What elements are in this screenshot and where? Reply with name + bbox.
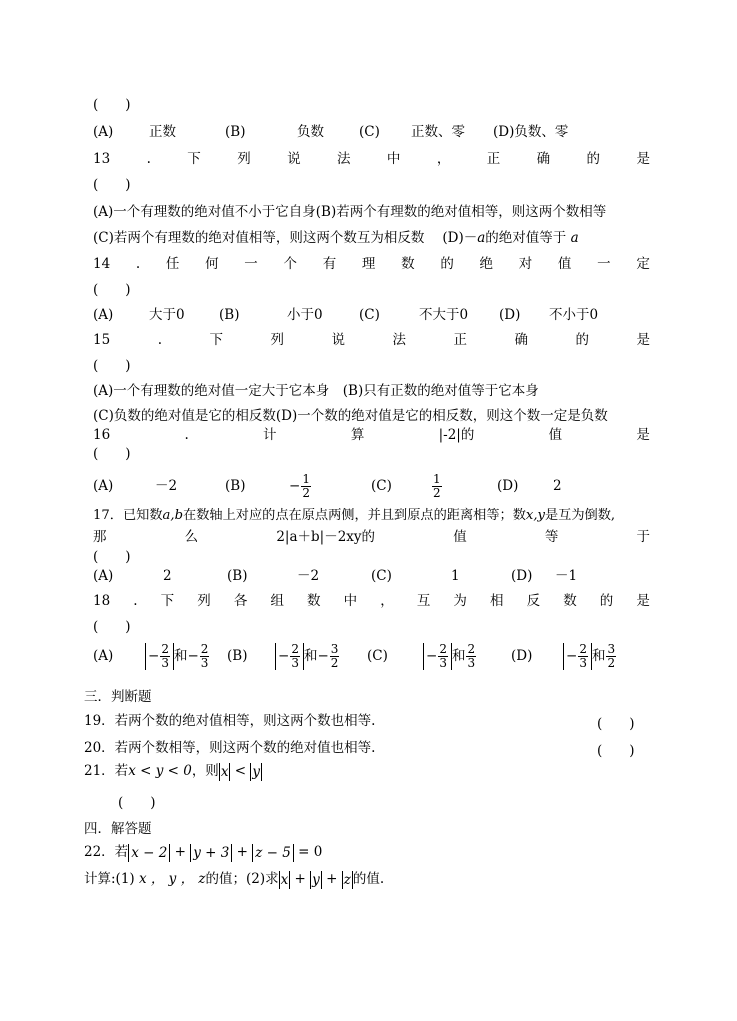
q18-word: 数 bbox=[307, 593, 321, 609]
q14-word: 对 bbox=[518, 256, 533, 272]
q14-word: 个 bbox=[283, 256, 297, 272]
q15-word: 15 bbox=[93, 332, 111, 348]
q15-word: 的 bbox=[575, 332, 589, 348]
fraction-denominator: 2 bbox=[433, 485, 441, 500]
fraction: $\frac{2}{3}$ bbox=[439, 641, 447, 670]
q12-label-c: (C) bbox=[359, 124, 380, 140]
q18-word: 组 bbox=[270, 593, 284, 609]
q13-word: 说 bbox=[287, 151, 301, 167]
q13-var-a2: a bbox=[570, 230, 579, 246]
q16-word: 是 bbox=[636, 427, 650, 443]
q12-paren: ( ) bbox=[93, 97, 131, 113]
q16-label-d: (D) bbox=[497, 478, 519, 494]
q13-word: 的 bbox=[586, 151, 601, 167]
q17-option-a: 2 bbox=[163, 568, 172, 584]
q15-word: 列 bbox=[270, 332, 284, 348]
q14-word: 理 bbox=[361, 256, 376, 272]
q16-word: . bbox=[184, 427, 189, 443]
absolute-value: − $\frac{2}{3}$ bbox=[145, 643, 174, 670]
q18-label-d: (D) bbox=[511, 648, 533, 664]
q13-word: 法 bbox=[337, 151, 351, 167]
q15-word: 说 bbox=[331, 332, 345, 348]
q17-text: 在数轴上对应的点在原点两侧，并且到原点的距离相等；数 bbox=[183, 508, 526, 523]
q18-word: 互 bbox=[416, 593, 431, 609]
q17-label-c: (C) bbox=[371, 568, 392, 584]
q13-option-d-prefix: (D)－ bbox=[442, 230, 478, 246]
fraction bbox=[432, 473, 442, 500]
fraction: $\frac{3}{2}$ bbox=[330, 641, 339, 670]
q18-word: 中 bbox=[343, 593, 358, 609]
q16-options bbox=[93, 466, 650, 506]
q17-text-end: 是互为倒数, bbox=[545, 508, 616, 523]
q14-word: 有 bbox=[322, 256, 337, 272]
q16-stem bbox=[93, 426, 650, 444]
q14-word: 何 bbox=[205, 256, 219, 272]
q13-word: 列 bbox=[237, 151, 251, 167]
absolute-value: z bbox=[343, 871, 351, 888]
q16-option-c bbox=[431, 473, 497, 500]
q18-word: 为 bbox=[453, 593, 467, 609]
q17-word: 么 bbox=[184, 529, 199, 545]
q16-word: 16 bbox=[93, 427, 111, 443]
q20-text: 20．若两个数相等，则这两个数的绝对值也相等. bbox=[84, 740, 376, 756]
fraction: $\frac{2}{3}$ bbox=[467, 641, 476, 670]
q13-var-a: a bbox=[477, 230, 486, 246]
q17-word: 值 bbox=[453, 529, 467, 545]
q18-option-d: − $\frac{2}{3}$ 和 $\frac{3}{2}$ bbox=[563, 643, 617, 670]
fraction: $\frac{2}{3}$ bbox=[291, 641, 299, 670]
q13-paren: ( ) bbox=[93, 177, 131, 193]
q13-option-c: (C)若两个有理数的绝对值相等，则这两个数互为相反数 bbox=[93, 230, 425, 246]
q17-prefix: 17．已知数 bbox=[93, 508, 163, 523]
q14-word: 任 bbox=[165, 256, 180, 272]
q14-options bbox=[93, 306, 650, 324]
absolute-value: y bbox=[252, 763, 260, 780]
q16-option-d: 2 bbox=[553, 478, 562, 494]
q17-label-d: (D) bbox=[511, 568, 533, 584]
q17-paren: ( ) bbox=[93, 549, 131, 565]
q17-option-b: －2 bbox=[297, 568, 320, 584]
q15-stem bbox=[93, 331, 650, 349]
q18-word: ， bbox=[380, 593, 394, 609]
q18-options bbox=[93, 638, 650, 674]
q15-word: 法 bbox=[392, 332, 406, 348]
absolute-value: x bbox=[280, 871, 289, 888]
q14-word: 的 bbox=[440, 256, 454, 272]
q13-option-cd bbox=[93, 229, 650, 247]
q14-word: 一 bbox=[244, 256, 258, 272]
q17-label-b: (B) bbox=[227, 568, 248, 584]
minus-sign: − bbox=[289, 477, 301, 494]
absolute-value: − $\frac{2}{3}$ bbox=[423, 643, 452, 670]
q14-option-a: 大于0 bbox=[149, 307, 185, 323]
q14-word: 绝 bbox=[479, 256, 494, 272]
q12-options bbox=[93, 123, 650, 141]
q14-word: . bbox=[135, 256, 141, 272]
q13-word: 中 bbox=[386, 151, 401, 167]
q20-answer-paren[interactable]: ( ) bbox=[597, 743, 635, 759]
q16-label-b: (B) bbox=[225, 478, 246, 494]
fraction: $\frac{2}{3}$ bbox=[161, 641, 169, 670]
q14-word: 值 bbox=[557, 256, 572, 272]
q17-word: 于 bbox=[636, 529, 650, 545]
q18-word: 是 bbox=[636, 593, 650, 609]
q17-word: 等 bbox=[544, 529, 559, 545]
section-4-title: 四．解答题 bbox=[84, 821, 152, 837]
q22-condition: 22．若 x − 2 + y + 3 + z − 5 = 0 bbox=[84, 844, 323, 861]
q17-option-c: 1 bbox=[451, 568, 460, 584]
q18-option-c: − $\frac{2}{3}$ 和 $\frac{2}{3}$ bbox=[423, 643, 511, 670]
fraction: $\frac{2}{3}$ bbox=[579, 641, 587, 670]
q13-option-d-text: 的绝对值等于 bbox=[485, 230, 567, 246]
q19-answer-paren[interactable]: ( ) bbox=[597, 716, 635, 732]
q17-option-d: －1 bbox=[555, 568, 578, 584]
q15-option-cd: (C)负数的绝对值是它的相反数(D)一个数的绝对值是它的相反数，则这个数一定是负数 bbox=[93, 408, 608, 424]
q12-label-a: (A) bbox=[93, 124, 114, 140]
q14-option-c: 不大于0 bbox=[419, 307, 469, 323]
absolute-value: − $\frac{2}{3}$ bbox=[563, 643, 592, 670]
q17-vars-xy: x,y bbox=[525, 508, 545, 523]
q18-label-a: (A) bbox=[93, 648, 114, 664]
q15-paren: ( ) bbox=[93, 358, 131, 374]
q22-question: 计算:(1) x ， y ， z的值；(2)求 x + y + z 的值. bbox=[84, 871, 385, 888]
q16-option-a: －2 bbox=[155, 478, 178, 494]
q14-option-d: 不小于0 bbox=[549, 307, 599, 323]
q16-word: 算 bbox=[350, 427, 365, 443]
q15-word: . bbox=[157, 332, 162, 348]
fraction bbox=[301, 473, 311, 500]
q16-word: 值 bbox=[548, 427, 563, 443]
q14-paren: ( ) bbox=[93, 282, 131, 298]
q18-word: 下 bbox=[160, 593, 175, 609]
q17-line2 bbox=[93, 528, 650, 546]
q17-vars-ab: a,b bbox=[162, 508, 184, 523]
q14-word: 一 bbox=[597, 256, 611, 272]
absolute-value: x bbox=[220, 763, 229, 780]
absolute-value: x − 2 bbox=[128, 844, 170, 862]
q13-word: ， bbox=[436, 151, 451, 167]
q18-word: 各 bbox=[233, 593, 248, 609]
q13-word: 下 bbox=[187, 151, 201, 167]
q12-option-d: (D)负数、零 bbox=[493, 124, 569, 140]
q16-word: |-2|的 bbox=[438, 427, 475, 443]
q16-word: 计 bbox=[263, 427, 277, 443]
q18-paren: ( ) bbox=[93, 619, 131, 635]
absolute-value: y + 3 bbox=[190, 844, 232, 862]
q12-option-a: 正数 bbox=[149, 124, 176, 140]
q18-word: 数 bbox=[563, 593, 577, 609]
q17-expression: 2|a＋b|－2xy的 bbox=[276, 529, 376, 545]
q14-option-b: 小于0 bbox=[287, 307, 323, 323]
q18-word: . bbox=[133, 593, 138, 609]
fraction-numerator: 1 bbox=[433, 471, 441, 486]
q12-label-b: (B) bbox=[225, 124, 246, 140]
q14-word: 定 bbox=[636, 256, 650, 272]
q13-word: 确 bbox=[536, 151, 551, 167]
q15-option-ab: (A)一个有理数的绝对值一定大于它本身 (B)只有正数的绝对值等于它本身 bbox=[93, 383, 539, 399]
q13-word: 是 bbox=[636, 151, 650, 167]
q14-word: 数 bbox=[401, 256, 415, 272]
q13-word: . bbox=[146, 151, 151, 167]
q18-word: 的 bbox=[599, 593, 614, 609]
section-3-title: 三．判断题 bbox=[84, 689, 152, 705]
q21-condition: x < y < 0 bbox=[128, 763, 192, 779]
q14-label-b: (B) bbox=[219, 307, 240, 323]
q18-label-b: (B) bbox=[227, 648, 248, 664]
q16-paren: ( ) bbox=[93, 446, 131, 462]
q18-stem bbox=[93, 592, 650, 610]
q16-option-b bbox=[289, 473, 371, 500]
q19-text: 19．若两个数的绝对值相等，则这两个数也相等. bbox=[84, 713, 376, 729]
fraction-denominator: 2 bbox=[302, 485, 310, 500]
absolute-value: z − 5 bbox=[252, 844, 294, 862]
q15-word: 下 bbox=[209, 332, 223, 348]
q18-word: 反 bbox=[526, 593, 541, 609]
q14-stem bbox=[93, 255, 650, 273]
q18-word: 列 bbox=[197, 593, 211, 609]
q18-option-b: − $\frac{2}{3}$ 和− $\frac{3}{2}$ bbox=[275, 643, 367, 670]
q18-option-a: − $\frac{2}{3}$ 和− $\frac{2}{3}$ bbox=[145, 643, 227, 670]
q18-word: 相 bbox=[490, 593, 504, 609]
q13-option-ab: (A)一个有理数的绝对值不小于它自身(B)若两个有理数的绝对值相等，则这两个数相等 bbox=[93, 204, 607, 220]
fraction: $\frac{2}{3}$ bbox=[200, 641, 209, 670]
q15-word: 是 bbox=[636, 332, 650, 348]
q14-label-d: (D) bbox=[499, 307, 521, 323]
q17-label-a: (A) bbox=[93, 568, 114, 584]
q14-word: 14 bbox=[93, 256, 111, 272]
q21-text: 21．若x < y < 0，则 x < y bbox=[84, 763, 260, 780]
q13-word: 13 bbox=[93, 151, 111, 167]
q16-label-c: (C) bbox=[371, 478, 392, 494]
q16-label-a: (A) bbox=[93, 478, 114, 494]
q12-option-b: 负数 bbox=[297, 124, 324, 140]
q15-word: 正 bbox=[453, 332, 467, 348]
fraction: $\frac{3}{2}$ bbox=[607, 641, 616, 670]
q17-line1 bbox=[93, 507, 650, 525]
fraction-numerator: 1 bbox=[302, 471, 310, 486]
q17-options bbox=[93, 567, 650, 585]
q17-word: 那 bbox=[93, 529, 107, 545]
q14-label-a: (A) bbox=[93, 307, 114, 323]
absolute-value: y bbox=[312, 871, 320, 888]
absolute-value: − $\frac{2}{3}$ bbox=[275, 643, 304, 670]
q21-answer-paren[interactable]: ( ) bbox=[118, 795, 156, 811]
q15-word: 确 bbox=[514, 332, 528, 348]
q14-label-c: (C) bbox=[359, 307, 380, 323]
q18-label-c: (C) bbox=[367, 648, 388, 664]
q18-word: 18 bbox=[93, 593, 111, 609]
q12-option-c: 正数、零 bbox=[411, 124, 465, 140]
q13-stem bbox=[93, 150, 650, 168]
q13-word: 正 bbox=[486, 151, 501, 167]
